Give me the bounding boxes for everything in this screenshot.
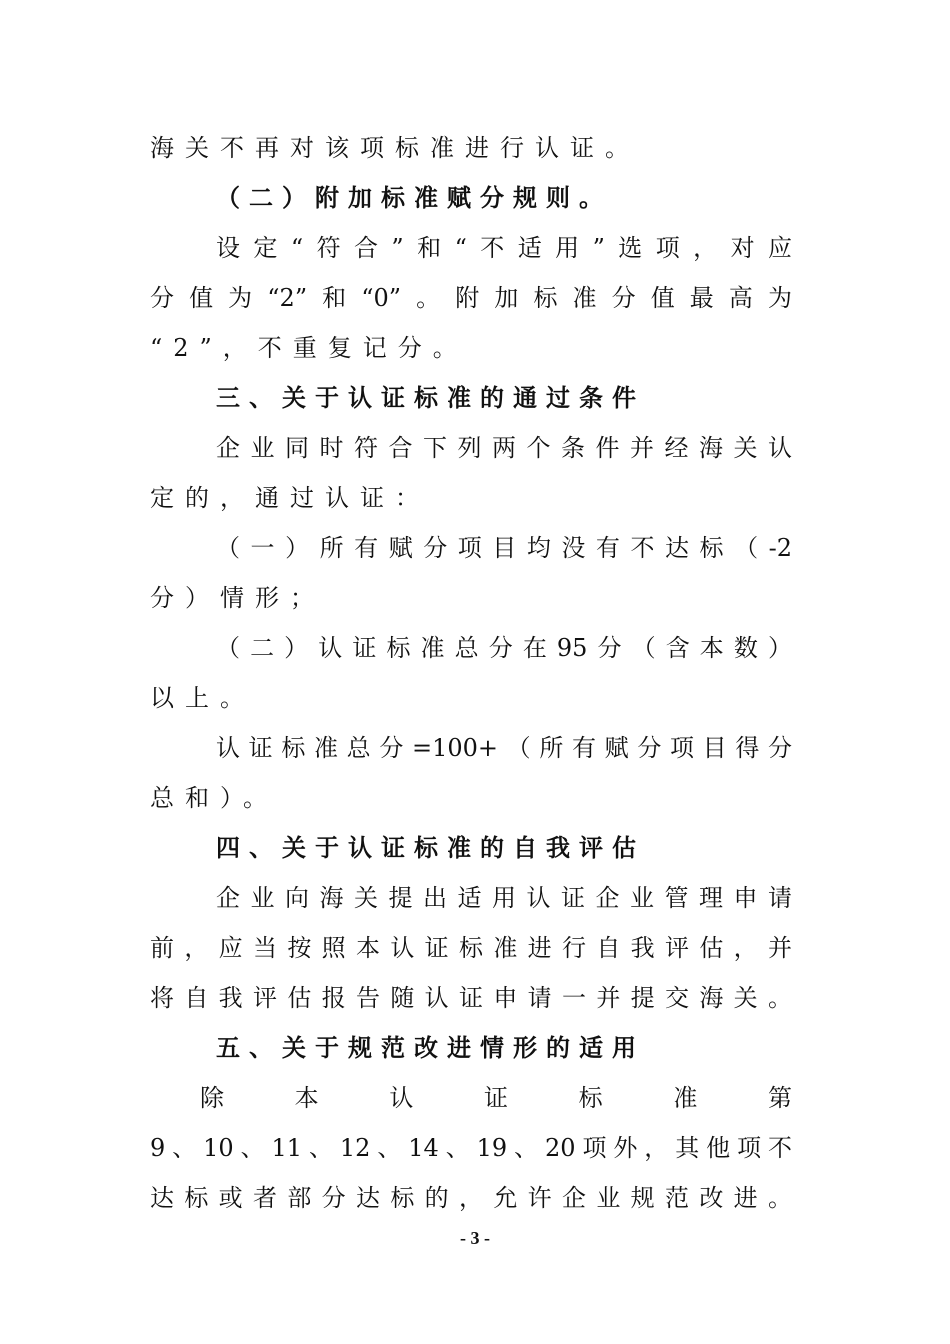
paragraph-line: 海关不再对该项标准进行认证。 [150,134,640,162]
paragraph-line: 设定“符合”和“不适用”选项，对应 [216,234,792,262]
section-heading-improvement: 五、关于规范改进情形的适用 [216,1034,645,1062]
paragraph-line: 分）情形； [150,584,325,612]
paragraph-line: （二）认证标准总分在95分（含本数） [216,634,792,662]
section-heading-additional-scoring: （二）附加标准赋分规则。 [216,184,612,212]
paragraph-line: 企业向海关提出适用认证企业管理申请 [216,884,792,912]
paragraph-line: 定的，通过认证： [150,484,430,512]
paragraph-line: 企业同时符合下列两个条件并经海关认 [216,434,792,462]
paragraph-line: 总和）。 [150,784,278,812]
paragraph-line: 前，应当按照本认证标准进行自我评估，并 [150,934,792,962]
paragraph-line: 以上。 [150,684,255,712]
paragraph-line: 达标或者部分达标的，允许企业规范改进。 [150,1184,792,1212]
section-heading-self-assessment: 四、关于认证标准的自我评估 [216,834,645,862]
section-heading-pass-conditions: 三、关于认证标准的通过条件 [216,384,645,412]
paragraph-line: 9、10、11、12、14、19、20项外，其他项不 [150,1134,792,1162]
paragraph-line: 除本认证标准第 [200,1084,792,1112]
paragraph-line: 认证标准总分=100+（所有赋分项目得分 [216,734,792,762]
paragraph-line: （一）所有赋分项目均没有不达标（-2 [216,534,792,562]
page-number: - 3 - [460,1228,490,1248]
paragraph-line: 分值为“2”和“0”。附加标准分值最高为 [150,284,792,312]
paragraph-line: 将自我评估报告随认证申请一并提交海关。 [150,984,792,1012]
paragraph-line: “2”，不重复记分。 [150,334,468,362]
